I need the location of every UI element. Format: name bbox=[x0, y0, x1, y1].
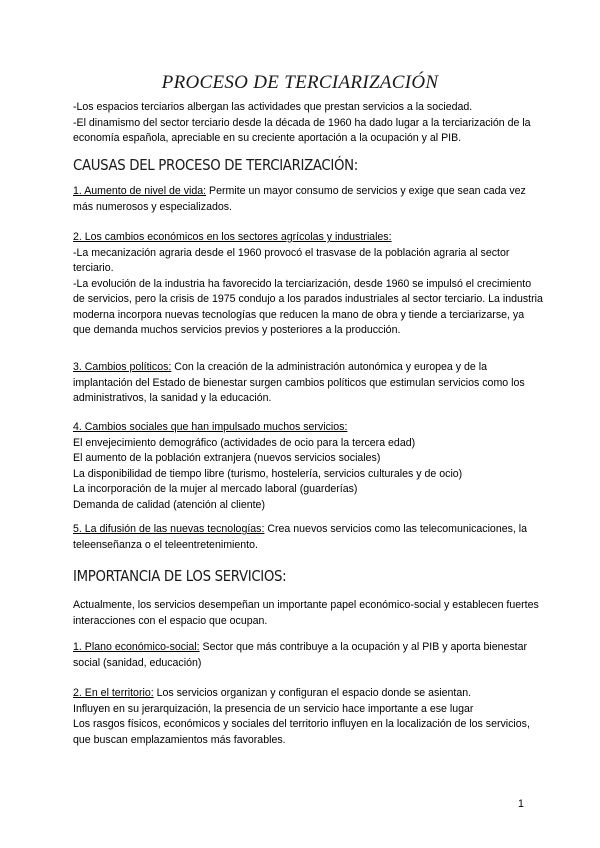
causa-label: 4. Cambios sociales que han impulsado muchos servicios: bbox=[73, 421, 348, 433]
causa-line: La disponibilidad de tiempo libre (turismo, hostelería, servicios culturales y de ocio) bbox=[73, 467, 463, 480]
causa-text: Permite un mayor consumo de servicios y exige que sean cada vez más numerosos y especializados. bbox=[73, 185, 526, 213]
causa-nivel-de-vida bbox=[73, 184, 543, 215]
intro-line: -Los espacios terciarios albergan las actividades que prestan servicios a la sociedad. bbox=[73, 101, 473, 113]
section-heading-importancia: IMPORTANCIA DE LOS SERVICIOS: bbox=[73, 567, 287, 585]
intro-line: -El dinamismo del sector terciario desde la década de 1960 ha dado lugar a la terciarización de la economía española, apreciable en su creciente aportación a la ocupación y al PIB. bbox=[73, 116, 531, 144]
importancia-line: Influyen en su jerarquización, la presencia de un servicio hace importante a ese lugar bbox=[73, 702, 474, 715]
causa-cambios-economicos bbox=[73, 230, 543, 339]
importancia-label: 1. Plano económico-social: bbox=[73, 641, 200, 653]
causa-line: -La evolución de la industria ha favorecido la terciarización, desde 1960 se impulsó el crecimiento de servicios, pero la crisis de 1975 condujo a los parados industriales al sector terciario. La industria moderna incorpora nuevas tecnologías que reducen la mano de obra y tiende a terciarizarse, ya que demanda muchos servicios previos y posteriores a la producción. bbox=[73, 277, 543, 336]
page-number: 1 bbox=[518, 798, 524, 810]
causa-label: 5. La difusión de las nuevas tecnologías: bbox=[73, 523, 265, 535]
causa-text: Crea nuevos servicios como las telecomunicaciones, la teleenseñanza o el teleentretenimiento. bbox=[73, 523, 528, 551]
causa-label: 3. Cambios políticos: bbox=[73, 361, 172, 373]
causa-line: Demanda de calidad (atención al cliente) bbox=[73, 498, 265, 511]
importancia-label: 2. En el territorio: bbox=[73, 687, 154, 699]
section-heading-causas: CAUSAS DEL PROCESO DE TERCIARIZACIÓN: bbox=[73, 156, 358, 174]
importancia-intro bbox=[73, 598, 543, 629]
causa-cambios-sociales bbox=[73, 420, 543, 513]
importancia-line: Los rasgos físicos, económicos y sociales del territorio influyen en la localización de los servicios, que buscan emplazamientos más favorables. bbox=[73, 718, 530, 746]
causa-nuevas-tecnologias bbox=[73, 522, 543, 553]
importancia-plano-economico-social bbox=[73, 640, 543, 671]
page-title: PROCESO DE TERCIARIZACIÓN bbox=[161, 72, 439, 93]
importancia-territorio bbox=[73, 686, 543, 748]
causa-label: 1. Aumento de nivel de vida: bbox=[73, 185, 207, 197]
importancia-intro-text: Actualmente, los servicios desempeñan un importante papel económico-social y establecen fuertes interacciones con el espacio que ocupan. bbox=[73, 599, 539, 627]
causa-text: Con la creación de la administración autonómica y europea y de la implantación del Estado de bienestar surgen cambios políticos que estimulan servicios como los administrativos, la sanidad y la educación. bbox=[73, 361, 525, 404]
causa-label: 2. Los cambios económicos en los sectores agrícolas y industriales: bbox=[73, 231, 392, 243]
causa-line: El aumento de la población extranjera (nuevos servicios sociales) bbox=[73, 452, 381, 464]
importancia-text: Sector que más contribuye a la ocupación y al PIB y aporta bienestar social (sanidad, educación) bbox=[73, 641, 528, 669]
intro-block bbox=[73, 100, 543, 147]
causa-cambios-politicos bbox=[73, 360, 543, 407]
causa-line: La incorporación de la mujer al mercado laboral (guarderías) bbox=[73, 483, 358, 495]
causa-line: -La mecanización agraria desde el 1960 provocó el trasvase de la población agraria al sector terciario. bbox=[73, 246, 510, 274]
causa-line: El envejecimiento demográfico (actividades de ocio para la tercera edad) bbox=[73, 436, 416, 449]
importancia-text: Los servicios organizan y configuran el espacio donde se asientan. bbox=[153, 687, 472, 699]
